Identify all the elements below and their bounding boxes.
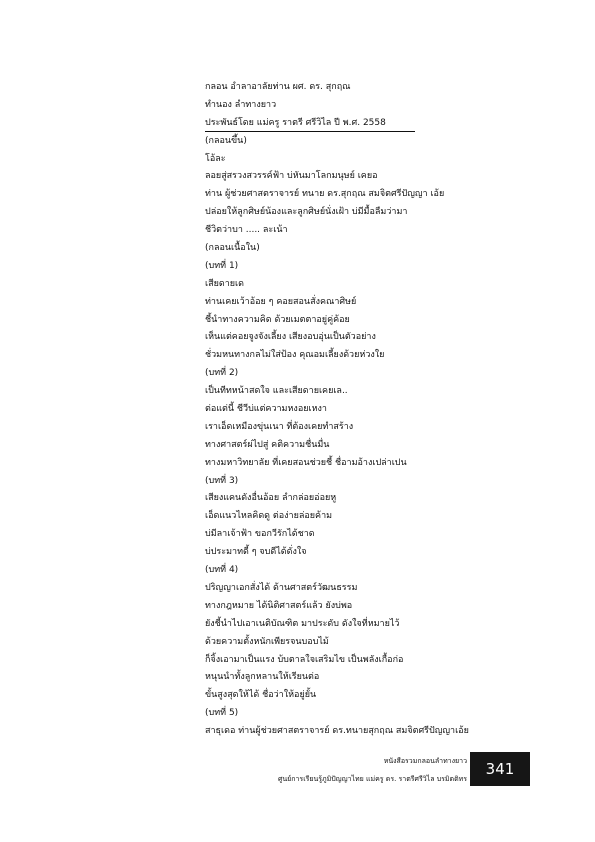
poem-line: หนุนนำทั้งลูกหลานให้เรียนต่อ xyxy=(205,672,320,683)
poem-line: ทางศาสตร์ผ่ไปสู่ คติความชื่นมื่น xyxy=(205,439,330,450)
poem-line: (บทที่ 4) xyxy=(205,565,239,576)
poem-line: เอ็ดแนวไหลคิดดู ต่อง่ายล่อยค้าม xyxy=(205,511,333,522)
page-number: 341 xyxy=(470,752,530,786)
poem-line: เราเอ็ดเหมืองขุ่นเนา ที่ต้องเคยทำสร้าง xyxy=(205,421,354,432)
poem-line: ชั่วมหนทางกลไม่ใส่ป้อง คุณอมเลี้ยงด้วยห่วงใย xyxy=(205,350,385,361)
poem-melody: ทำนอง ลำทางยาว xyxy=(205,99,277,110)
poem-lines xyxy=(205,133,505,741)
poem-line: บ่มีลาเจ้าฟ้า ขอกวีรักได้ชาด xyxy=(205,529,315,540)
poem-line: (บทที่ 5) xyxy=(205,708,239,719)
poem-line: โอ้ละ xyxy=(205,153,226,164)
poem-line: ปริญญาเอกสั่งได้ ด้านศาสตร์วัฒนธรรม xyxy=(205,582,358,593)
poem-line: ทางมหาวิทยาลัย ที่เคยสอนช่วยชี้ ชื่อามอ้างเปล่าเปน xyxy=(205,457,407,468)
header-underline xyxy=(205,131,415,132)
poem-line: เป็นทีทหน้าสดใจ และเสียดายเคยเล.. xyxy=(205,386,348,397)
poem-line: ปล่อยให้ลูกศิษย์น้องและลูกศิษย์นั่งเฝ้า บ่มีมื้อลืมว่ามา xyxy=(205,207,408,218)
poem-line: เสียดายเด xyxy=(205,278,244,289)
poem-title: กลอน อำลาอาลัยท่าน ผศ. ดร. สุกฤณ xyxy=(205,82,351,92)
poem-line: ขั้นสูงสุดให้ได้ ชื่อว่าให้อยู่ยั้น xyxy=(205,690,317,701)
poem-line: (กลอนเนื้อใน) xyxy=(205,243,260,254)
poem-line: ชีวิตว่าบา ..... ละเน้า xyxy=(205,225,288,236)
footer-center-name: ศูนย์การเรียนรู้ภูมิปัญญาไทย แม่ครู ดร. ราตรีศรีวิไล บรมิตติทร xyxy=(277,775,467,783)
poem-line: บ่ประมาทดี้ ๆ จบดีได้ดั่งใจ xyxy=(205,547,307,558)
poem-line: ท่าน ผู้ช่วยศาสตราจารย์ ทนาย ดร.สุกฤณ สมจิตศรีปัญญา เอ้ย xyxy=(205,189,445,200)
poem-line: ด้วยความตั้งหนักเพียรจนบอบไม้ xyxy=(205,636,329,647)
poem-body xyxy=(205,79,505,741)
poem-line: ต่อแต่นี้ ชีวีบ่แต่ความหงอยเหงา xyxy=(205,404,327,415)
poem-line: ทางกฎหมาย ได้นิติศาสตร์แล้ว ยังบ่พอ xyxy=(205,600,353,611)
poem-line: ลอยสู่สรวงสวรรค์ฟ้า บ่หันมาโลกมนุษย์ เคยอ xyxy=(205,171,378,182)
footer-book-title: หนังสือรวมกลอนลำทางยาว xyxy=(383,757,467,765)
poem-line: เห็นแต่คอยจูงจังเลี้ยง เสียงอบอุ่นเป็นตัวอย่าง xyxy=(205,332,376,343)
poem-line: เสียงแคนดังอื่นอ้อย ลำกล่อยอ่อยหู xyxy=(205,493,337,504)
poem-line: (บทที่ 2) xyxy=(205,368,239,379)
poem-line: สาธุเดอ ท่านผู้ช่วยศาสตราจารย์ ดร.ทนายสุกฤณ สมจิตศรีปัญญาเอ้ย xyxy=(205,726,469,737)
poem-line: ชี้นำทางความคิด ด้วยเมตตาอยู่คู่ค้อย xyxy=(205,314,350,325)
poem-line: (บทที่ 1) xyxy=(205,260,239,271)
poem-line: ยังชี้นำไปเอาเนติบัณฑิต มาประดับ ดังใจที่หมายไว้ xyxy=(205,618,400,629)
poem-line: ก็จิ้งเอามาเป็นแรง บ้บตาลใจเสริมไข เป็นพลังเกื้อก่อ xyxy=(205,654,404,665)
poem-line: ท่านเคยเว้าอ้อย ๆ คอยสอนสั่งคณาศิษย์ xyxy=(205,296,357,307)
poem-line: (กลอนขึ้น) xyxy=(205,135,247,146)
poem-author: ประพันธ์โดย แม่ครู ราตรี ศรีวิไล ปี พ.ศ. 2558 xyxy=(205,117,386,128)
poem-line: (บทที่ 3) xyxy=(205,475,239,486)
